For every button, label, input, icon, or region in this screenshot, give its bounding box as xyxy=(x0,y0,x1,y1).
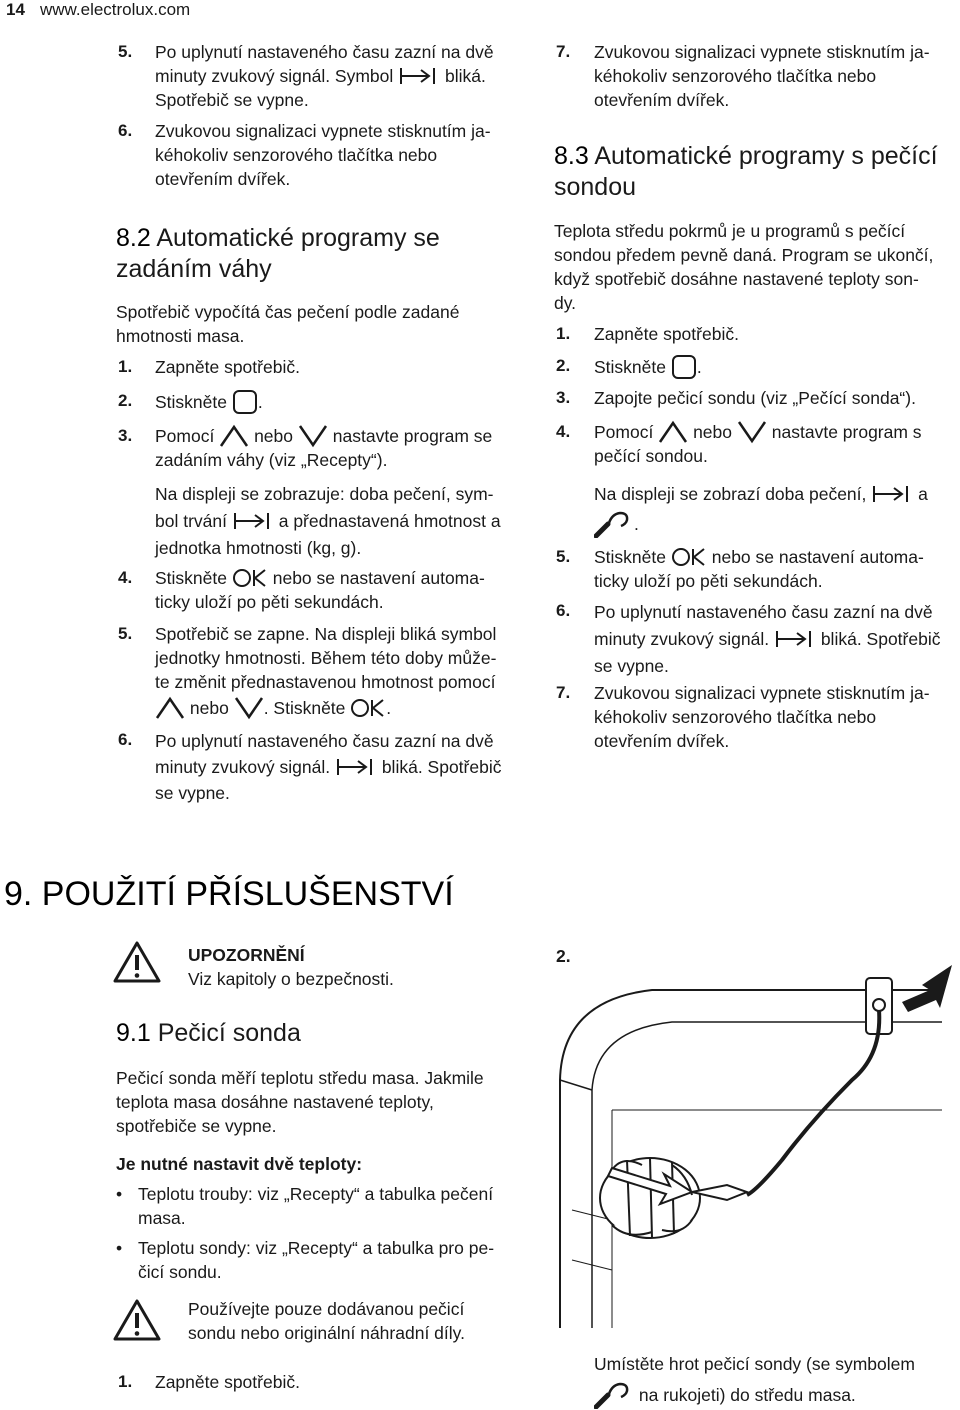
up-arrow-icon xyxy=(155,696,185,720)
up-arrow-icon xyxy=(658,420,688,444)
heading-8-2: 8.2 Automatické programy se zadáním váhy xyxy=(116,224,440,283)
warning-triangle-icon xyxy=(112,1298,162,1342)
square-button-icon xyxy=(232,389,258,415)
step4-text: Stiskněte nebo se nastavení automa- ticky uloží po pěti sekundách. xyxy=(155,568,485,612)
display-info: Na displeji se zobrazuje: doba pečení, sym- bol trvání a přednastavená hmotnost a jednotka hmotnosti (kg, g). xyxy=(155,484,501,558)
step-number: 6. xyxy=(118,730,133,749)
step-number: 4. xyxy=(556,422,571,441)
step-number: 7. xyxy=(556,42,571,61)
step4-text: Pomocí nebo nastavte program s pečící sondou. xyxy=(594,422,922,466)
step1-text: Zapněte spotřebič. xyxy=(155,1372,300,1392)
bullet-probe-temp: • Teplotu sondy: viz „Recepty“ a tabulka pro pe- čicí sondu. xyxy=(138,1236,494,1284)
step5-text: Po uplynutí nastaveného času zazní na dvě minuty zvukový signál. Symbol bliká. Spotřebič se vypne. xyxy=(155,42,494,110)
square-button-icon xyxy=(671,354,697,380)
down-arrow-icon xyxy=(737,420,767,444)
timer-arrow-icon xyxy=(232,511,274,531)
figure-caption: Umístěte hrot pečicí sondy (se symbolem na rukojeti) do středu masa. xyxy=(594,1349,915,1410)
probe-description: Pečicí sonda měří teplotu středu masa. Jakmile teplota masa dosáhne nastavené teploty, spotřebiče se vypne. xyxy=(116,1068,484,1136)
step6-text: Zvukovou signalizaci vypnete stisknutím ja- kéhokoliv senzorového tlačítka nebo otevřením dvířek. xyxy=(155,121,491,189)
step-number: 6. xyxy=(556,601,571,620)
section-9-title: 9. POUŽITÍ PŘÍSLUŠENSTVÍ xyxy=(4,875,454,913)
oven-probe-illustration xyxy=(552,960,956,1336)
down-arrow-icon xyxy=(234,696,264,720)
heading-8-3: 8.3 Automatické programy s pečící sondou xyxy=(554,142,938,201)
step-number: 2. xyxy=(556,356,571,375)
step6b-text: Po uplynutí nastaveného času zazní na dvě minuty zvukový signál. bliká. Spotřebič se vypne. xyxy=(155,731,502,803)
step2-text: Stiskněte . xyxy=(155,389,263,415)
step3-text: Zapojte pečicí sondu (viz „Pečící sonda“). xyxy=(594,388,916,408)
step-number: 5. xyxy=(118,42,133,61)
heading-9-1: 9.1 Pečicí sonda xyxy=(116,1019,301,1047)
down-arrow-icon xyxy=(298,424,328,448)
display-info: Na displeji se zobrazí doba pečení, a . xyxy=(594,480,928,538)
step5-text: Stiskněte nebo se nastavení automa- ticky uloží po pěti sekundách. xyxy=(594,547,924,591)
step-number: 5. xyxy=(556,547,571,566)
timer-arrow-icon xyxy=(398,66,440,86)
ok-icon xyxy=(671,547,707,567)
probe-icon xyxy=(594,508,634,538)
step-number: 3. xyxy=(556,388,571,407)
timer-arrow-icon xyxy=(871,484,913,504)
ok-icon xyxy=(232,568,268,588)
intro-text: Spotřebič vypočítá čas pečení podle zadané hmotnosti masa. xyxy=(116,302,460,346)
step-number: 1. xyxy=(556,324,571,343)
step-number: 5. xyxy=(118,624,133,643)
step7-top-text: Zvukovou signalizaci vypnete stisknutím ja- kéhokoliv senzorového tlačítka nebo otevřením dvířek. xyxy=(594,42,930,110)
intro-text: Teplota středu pokrmů je u programů s pečící sondou předem pevně daná. Program se ukončí, když spotřebič dosáhne nastavené teploty son- dy. xyxy=(554,221,934,313)
step-number: 2. xyxy=(118,391,133,410)
warning-parts: Používejte pouze dodávanou pečicí sondu nebo originální náhradní díly. xyxy=(188,1299,465,1343)
step-number: 1. xyxy=(118,357,133,376)
step-number: 6. xyxy=(118,121,133,140)
timer-arrow-icon xyxy=(335,757,377,777)
page-number: 14 xyxy=(6,0,25,19)
step1-text: Zapněte spotřebič. xyxy=(155,357,300,377)
warning-triangle-icon xyxy=(112,940,162,984)
ok-icon xyxy=(350,698,386,718)
step1-text: Zapněte spotřebič. xyxy=(594,324,739,344)
step-number: 7. xyxy=(556,683,571,702)
step-number: 4. xyxy=(118,568,133,587)
up-arrow-icon xyxy=(219,424,249,448)
step6-text: Po uplynutí nastaveného času zazní na dvě minuty zvukový signál. bliká. Spotřebič se vypne. xyxy=(594,602,941,676)
step-number: 1. xyxy=(118,1372,133,1391)
warning-block xyxy=(188,943,394,991)
step7-text: Zvukovou signalizaci vypnete stisknutím ja- kéhokoliv senzorového tlačítka nebo otevřením dvířek. xyxy=(594,683,930,751)
warning-title: UPOZORNĚNÍ xyxy=(188,945,305,965)
site-url: www.electrolux.com xyxy=(40,0,191,19)
step-number: 3. xyxy=(118,426,133,445)
step3-text: Pomocí nebo nastavte program se zadáním váhy (viz „Recepty“). xyxy=(155,426,493,470)
bullet-oven-temp: • Teplotu trouby: viz „Recepty“ a tabulka pečení masa. xyxy=(138,1182,493,1230)
bold-note: Je nutné nastavit dvě teploty: xyxy=(116,1154,363,1174)
warning-text: Viz kapitoly o bezpečnosti. xyxy=(188,969,394,989)
page-header xyxy=(0,0,960,24)
step5b-text: Spotřebič se zapne. Na displeji bliká symbol jednotky hmotnosti. Během této doby může- te změnit přednastavenou hmotnost pomocí nebo . Stiskněte . xyxy=(155,624,497,718)
step2-text: Stiskněte . xyxy=(594,354,702,380)
figure-label: 2. xyxy=(556,946,571,966)
timer-arrow-icon xyxy=(774,629,816,649)
